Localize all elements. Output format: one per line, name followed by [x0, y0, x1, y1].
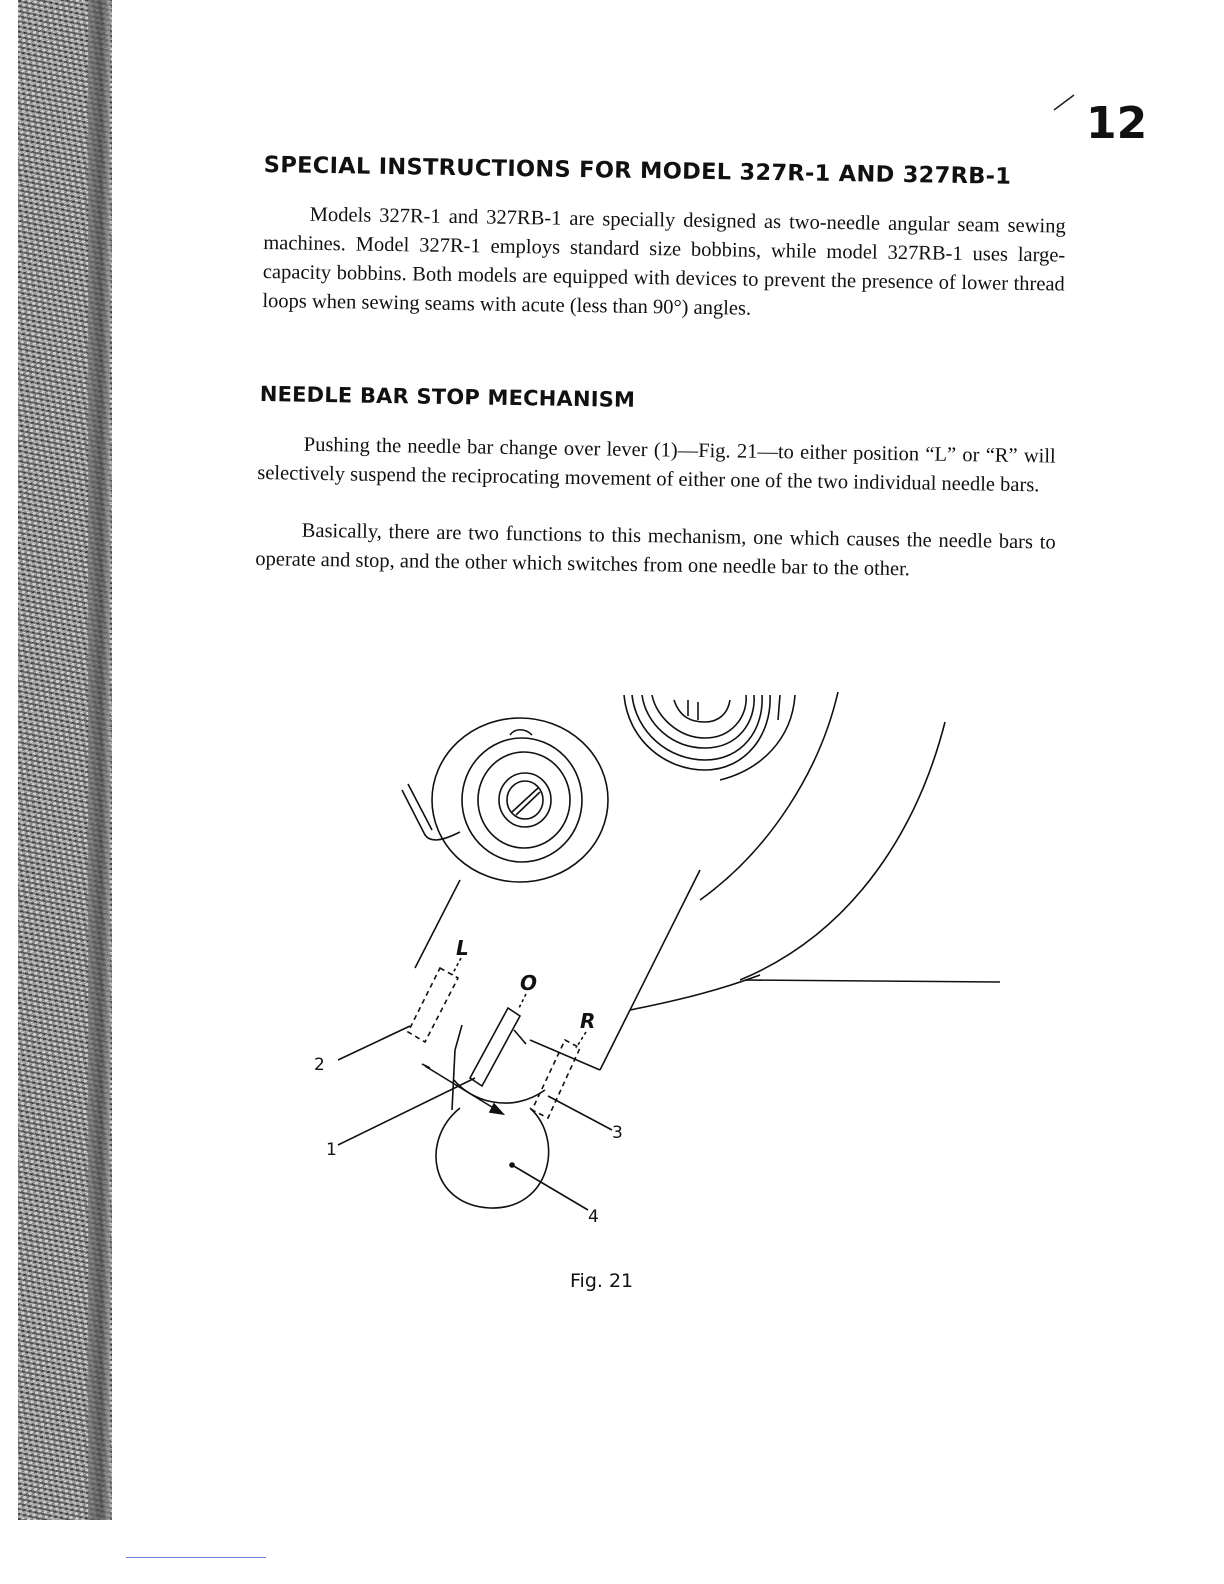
change-over-lever: [422, 1008, 545, 1114]
callout-2: 2: [314, 1055, 325, 1075]
position-label-left: L: [456, 936, 469, 960]
machine-casting-inner: [700, 692, 838, 900]
machine-base-line: [745, 980, 1000, 982]
thread-tension-assembly: [402, 718, 608, 882]
check-mark-icon: [1052, 92, 1078, 112]
fig-21-diagram: [300, 660, 1020, 1240]
position-label-center: O: [520, 971, 538, 995]
scan-artifact-line: [126, 1557, 266, 1558]
pulley-arcs: [624, 695, 780, 770]
scan-edge-binding: [88, 0, 110, 1520]
needle-bar-paragraph-1: Pushing the needle bar change over lever (1)—Fig. 21—to either position “L” or “R” will selectively suspend the reciprocating movement of either one of the two individual needle bars.: [257, 433, 1056, 497]
needle-bar-paragraph-2: Basically, there are two functions to this mechanism, one which causes the needle bars to operate and stop, and the other which switches from one needle bar to the other.: [255, 519, 1056, 581]
figure-caption: Fig. 21: [570, 1270, 634, 1292]
machine-casting-outline: [740, 722, 945, 980]
callout-3: 3: [612, 1123, 623, 1143]
position-label-right: R: [580, 1009, 596, 1033]
callout-1: 1: [326, 1140, 337, 1160]
callout-leader-3: [548, 1096, 612, 1130]
intro-paragraph: Models 327R-1 and 327RB-1 are specially designed as two-needle angular seam sewing machines. Model 327R-1 employs standard size bobbins, while model 327RB-1 uses large-capacity bobbins. Both models are equipped with devices to prevent the presence of lower thread loops when sewing seams with acute (less than 90°) angles.: [262, 203, 1066, 320]
callout-leader-1: [338, 1078, 475, 1145]
lever-knob: [436, 1108, 549, 1208]
callout-leader-4: [512, 1165, 588, 1210]
dashed-pins: [408, 968, 580, 1118]
page-number: 12: [1086, 98, 1148, 149]
section-title: SPECIAL INSTRUCTIONS FOR MODEL 327R-1 AND 327RB-1: [263, 152, 1012, 190]
callout-4: 4: [588, 1207, 599, 1227]
subsection-title: NEEDLE BAR STOP MECHANISM: [259, 382, 636, 412]
callout-leader-2: [338, 1026, 410, 1060]
